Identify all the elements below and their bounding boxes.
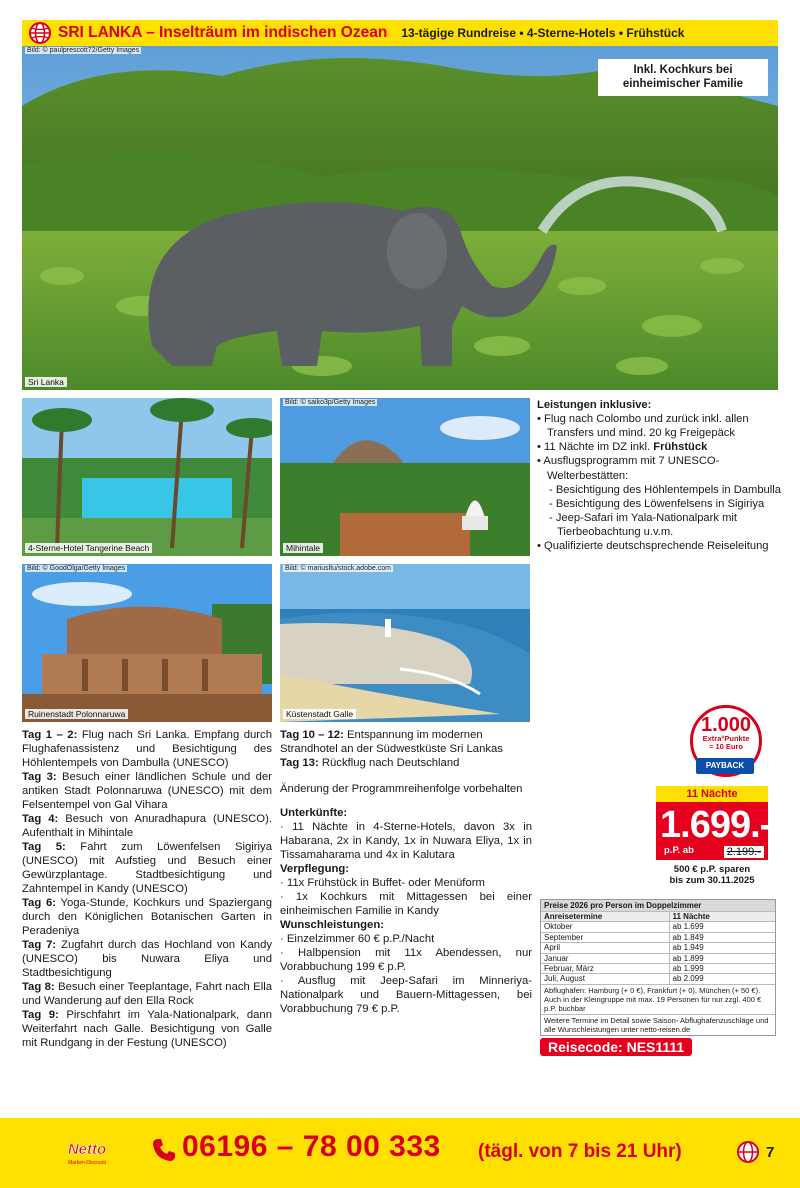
meals-heading: Verpflegung: <box>280 863 350 875</box>
table-cell: ab 1.849 <box>669 932 775 942</box>
sub-list-item: - Besichtigung des Löwenfelsens in Sigiriya <box>549 497 765 510</box>
price-amount: 1.699.- <box>660 804 772 846</box>
list-item <box>537 440 787 454</box>
old-price: 2.199.- <box>724 846 764 858</box>
savings-amount: 500 € p.P. sparen <box>673 864 751 875</box>
accommodation-text: · 11 Nächte in 4-Sterne-Hotels, davon 3x in Habarana, 2x in Kandy, 1x in Nuwara Eliya, 1x in Tissamaharama und 4x in Kalutara <box>280 821 532 861</box>
inclusive-heading: Leistungen inklusive: <box>537 399 652 411</box>
table-cell: ab 1.999 <box>669 964 775 974</box>
globe-plane-icon <box>28 21 52 45</box>
day-label: Tag 13: <box>280 757 319 769</box>
day-text: Besuch von Anuradhapura (UNESCO). Aufenthalt in Mihintale <box>22 813 272 839</box>
table-header-row <box>541 912 775 922</box>
day-text: Fahrt zum Löwenfelsen Sigiriya (UNESCO) mit Aufstieg und Besuch einer Gewürzplantage. Stadtbesichtigung und Zahntempel in Kandy (UNESCO) <box>22 841 272 895</box>
itinerary-day <box>280 756 532 770</box>
nights-label: 11 Nächte <box>656 786 768 802</box>
table-row <box>541 974 775 984</box>
extras-item: · Halbpension mit 11x Abendessen, nur Vorabbuchung 199 € p.P. <box>280 947 532 973</box>
price-table-grid <box>541 911 775 984</box>
price-box <box>656 802 772 860</box>
meals-item: · 1x Kochkurs mit Mittagessen bei einer einheimischen Familie in Kandy <box>280 891 532 917</box>
payback-line1: Extra°Punkte <box>702 734 750 743</box>
globe-plane-icon <box>736 1140 760 1164</box>
table-row <box>541 964 775 974</box>
photo-caption: Mihintale <box>283 543 323 553</box>
hero-photo-elephant <box>22 46 778 390</box>
itinerary-day <box>22 812 272 840</box>
day-text: Yoga-Stunde, Kochkurs und Spaziergang durch den Königlichen Botanischen Garten in Peradeniya <box>22 897 273 937</box>
table-cell: Oktober <box>541 922 669 932</box>
payback-line2: = 10 Euro <box>709 742 743 752</box>
table-cell: ab 1.699 <box>669 922 775 932</box>
day-label: Tag 7: <box>22 939 57 951</box>
changes-note: Änderung der Programmreihenfolge vorbehalten <box>280 783 523 795</box>
photo-galle <box>280 564 530 722</box>
extras-heading: Wunschleistungen: <box>280 919 384 931</box>
accommodation-heading: Unterkünfte: <box>280 807 348 819</box>
photo-credit: Bild: © mariusltu/stock.adobe.com <box>285 565 391 572</box>
page-subtitle: 13-tägige Rundreise • 4-Sterne-Hotels • Frühstück <box>401 26 685 40</box>
itinerary-day <box>22 728 272 770</box>
phone-hours: (tägl. von 7 bis 21 Uhr) <box>478 1141 682 1162</box>
photo-credit: Bild: © saiko3p/Getty Images <box>285 399 376 406</box>
sub-list-item: - Jeep-Safari im Yala-Nationalpark mit Tierbeobachtung u.v.m. <box>549 511 737 538</box>
payback-points: 1.000 <box>700 714 752 736</box>
table-cell: ab 2.099 <box>669 974 775 984</box>
photo-credit: Bild: © paulprescott72/Getty Images <box>27 47 140 54</box>
netto-logo-subtext: Marken-Discount <box>68 1160 106 1166</box>
itinerary-day <box>280 728 532 756</box>
photo-caption: Sri Lanka <box>25 377 67 387</box>
day-text: Zugfahrt durch das Hochland von Kandy (UNESCO) bis Nuwara Eliya und Stadtbesichtigung <box>22 939 272 979</box>
extras-item: · Ausflug mit Jeep-Safari im Minneriya-Nationalpark und Bauern-Mittagessen, bei Vorabbuchung 79 € p.P. <box>280 975 532 1015</box>
price-per-person: p.P. ab <box>664 845 694 856</box>
day-text: Besuch einer Teeplantage, Fahrt nach Ella und Wanderung auf den Ella Rock <box>22 981 273 1007</box>
netto-logo-text: Netto <box>67 1141 107 1158</box>
photo-polonnaruwa <box>22 564 272 722</box>
reisecode-badge: Reisecode: NES1111 <box>540 1038 692 1056</box>
day-label: Tag 9: <box>22 1009 59 1021</box>
day-label: Tag 10 – 12: <box>280 729 344 741</box>
column-header: 11 Nächte <box>669 912 775 922</box>
day-text: Rückflug nach Deutschland <box>318 757 460 769</box>
list-item-bold: Frühstück <box>653 441 708 454</box>
list-item-text: • 11 Nächte im DZ inkl. <box>537 441 654 454</box>
price-table <box>540 899 776 1036</box>
table-row <box>541 932 775 942</box>
day-label: Tag 5: <box>22 841 66 853</box>
table-cell: ab 1.899 <box>669 953 775 963</box>
list-item: • Ausflugsprogramm mit 7 UNESCO-Welterbestätten: <box>537 455 720 482</box>
cooking-class-badge: Inkl. Kochkurs bei einheimischer Familie <box>598 59 768 96</box>
day-text: Flug nach Sri Lanka. Empfang durch Flughafenassistenz und Besichtigung des Höhlentempels von Dambulla (UNESCO) <box>22 729 272 769</box>
page-number: 7 <box>766 1144 775 1161</box>
savings-note <box>656 864 768 887</box>
itinerary-day <box>22 840 272 896</box>
itinerary-day <box>22 980 272 1008</box>
table-row <box>541 922 775 932</box>
phone-icon <box>150 1136 178 1164</box>
savings-deadline: bis zum 30.11.2025 <box>669 875 755 887</box>
price-table-note: Weitere Termine im Detail sowie Saison- Abflughafenzuschläge und alle Wunschleistungen unter netto-reisen.de <box>541 1014 775 1035</box>
table-cell: Februar, März <box>541 964 669 974</box>
itinerary-day <box>22 938 272 980</box>
extras-item: · Einzelzimmer 60 € p.P./Nacht <box>280 933 435 945</box>
table-cell: Januar <box>541 953 669 963</box>
itinerary-day <box>22 1008 272 1050</box>
photo-mihintale <box>280 398 530 556</box>
payback-logo: PAYBACK <box>696 758 754 774</box>
sub-list-item: - Besichtigung des Höhlentempels in Dambulla <box>549 483 781 496</box>
table-row <box>541 943 775 953</box>
table-row <box>541 953 775 963</box>
itinerary-column-2 <box>280 728 532 1016</box>
photo-hotel <box>22 398 272 556</box>
day-label: Tag 3: <box>22 771 57 783</box>
day-label: Tag 6: <box>22 897 56 909</box>
day-label: Tag 8: <box>22 981 55 993</box>
table-cell: ab 1.949 <box>669 943 775 953</box>
list-item: • Qualifizierte deutschsprechende Reiseleitung <box>537 540 769 553</box>
photo-credit: Bild: © GoodOlga/Getty Images <box>27 565 126 572</box>
table-cell: September <box>541 932 669 942</box>
day-label: Tag 1 – 2: <box>22 729 78 741</box>
table-cell: Juli, August <box>541 974 669 984</box>
header-bar <box>22 20 778 46</box>
list-item: • Flug nach Colombo und zurück inkl. allen Transfers und mind. 20 kg Freigepäck <box>537 413 749 440</box>
phone-number[interactable]: 06196 – 78 00 333 <box>182 1130 441 1163</box>
day-text: Entspannung im modernen Strandhotel an der Südwestküste Sri Lankas <box>280 729 503 755</box>
price-table-heading: Preise 2026 pro Person im Doppelzimmer <box>541 900 775 911</box>
photo-caption: 4-Sterne-Hotel Tangerine Beach <box>25 543 152 553</box>
column-header: Anreisetermine <box>541 912 669 922</box>
page-title: SRI LANKA – Inselträum im indischen Ozean <box>58 24 388 41</box>
inclusive-list <box>537 398 787 553</box>
itinerary-day <box>22 896 272 938</box>
price-table-note: Abflughäfen: Hamburg (+ 0 €), Frankfurt (+ 0), München (+ 50 €). Auch in der Kleingruppe mit max. 19 Personen für nur zzgl. 400 € p.P. buchbar <box>541 984 775 1014</box>
photo-caption: Ruinenstadt Polonnaruwa <box>25 709 128 719</box>
day-label: Tag 4: <box>22 813 59 825</box>
day-text: Pirschfahrt im Yala-Nationalpark, dann Weiterfahrt nach Galle. Besichtigung von Galle mit Rundgang in der Festung (UNESCO) <box>22 1009 272 1049</box>
itinerary-column-1 <box>22 728 272 1050</box>
netto-logo <box>56 1138 118 1166</box>
photo-caption: Küstenstadt Galle <box>283 709 356 719</box>
day-text: Besuch einer ländlichen Schule und der antiken Stadt Polonnaruwa (UNESCO) mit dem Felsentempel von Gal Vihara <box>22 771 272 811</box>
table-cell: April <box>541 943 669 953</box>
meals-item: · 11x Frühstück in Buffet- oder Menüform <box>280 877 485 889</box>
itinerary-day <box>22 770 272 812</box>
